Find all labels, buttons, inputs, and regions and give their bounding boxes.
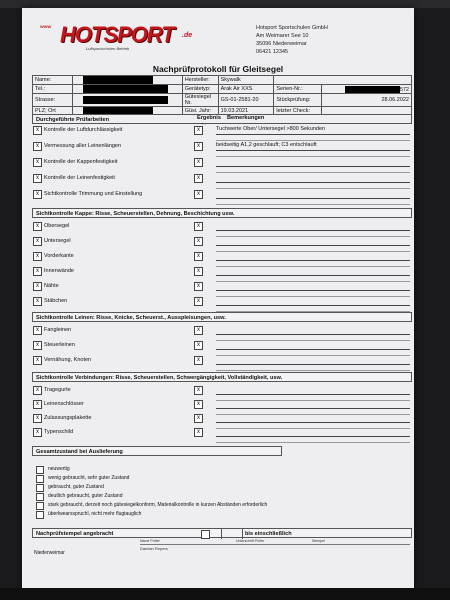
- strasse-label: Strasse:: [33, 94, 73, 107]
- zustand-checkbox[interactable]: [36, 484, 44, 492]
- row-checkbox[interactable]: x: [33, 356, 42, 365]
- zustand-option-label: gebraucht, guter Zustand: [48, 484, 104, 490]
- remark-line: [216, 260, 410, 261]
- row-label: Zulassungsplakette: [44, 415, 92, 421]
- tel-value: [72, 85, 182, 94]
- result-checkbox[interactable]: x: [194, 174, 203, 183]
- row-checkbox[interactable]: x: [33, 428, 42, 437]
- row-checkbox[interactable]: x: [33, 174, 42, 183]
- seriennr-text: 572: [399, 86, 409, 93]
- result-checkbox[interactable]: x: [194, 414, 203, 423]
- zustand-option-label: neuwertig: [48, 466, 70, 472]
- remark-line: [216, 156, 410, 157]
- remark-line: [216, 236, 410, 237]
- seriennr-label: Serien-Nr.:: [274, 85, 322, 94]
- remark-line: [216, 400, 410, 401]
- remark-line: [216, 134, 410, 135]
- company-line: Hotsport Sportschulen GmbH: [256, 25, 328, 31]
- row-checkbox[interactable]: x: [33, 222, 42, 231]
- result-checkbox[interactable]: x: [194, 297, 203, 306]
- row-label: Leinenschlösser: [44, 401, 84, 407]
- remark-line: [216, 442, 410, 443]
- unterschrift-label: Unterschrift Prüfer: [236, 539, 265, 543]
- redaction-bar: [83, 76, 153, 84]
- row-label: Innenwände: [44, 268, 74, 274]
- company-address: [256, 24, 328, 56]
- name-pruefer-label: Name Prüfer: [140, 539, 160, 543]
- zustand-option-label: wenig gebraucht, sehr guter Zustand: [48, 475, 130, 481]
- gesamtzustand-header: Gesamtzustand bei Auslieferung: [32, 446, 282, 456]
- document-page: [22, 8, 414, 588]
- row-checkbox[interactable]: x: [33, 126, 42, 135]
- remark-line: [216, 305, 410, 306]
- redaction-bar: [345, 86, 400, 93]
- remark-line: [216, 266, 410, 267]
- pruefarbeiten-title: Durchgeführte Prüfarbeiten: [36, 117, 110, 123]
- hersteller-value: Skywalk: [218, 76, 274, 85]
- stueckpruefung-value: 28.06.2022: [322, 94, 412, 107]
- remark-line: [216, 349, 410, 350]
- remark-line: [216, 150, 410, 151]
- stempel-label: Nachprüfstempel angebracht: [36, 531, 114, 537]
- name-label: Name:: [33, 76, 73, 85]
- result-checkbox[interactable]: x: [194, 428, 203, 437]
- signature-line: [140, 544, 410, 545]
- redaction-bar: [83, 85, 168, 93]
- result-checkbox[interactable]: x: [194, 400, 203, 409]
- result-checkbox[interactable]: x: [194, 252, 203, 261]
- zustand-option-label: deutlich gebraucht, guter Zustand: [48, 493, 123, 499]
- logo-small-text: WWW: [40, 24, 52, 29]
- verbindungen-section-header: Sichtkontrolle Verbindungen: Risse, Scheuerstellen, Schwergängigkeit, Vollständigkeit, usw.: [32, 372, 412, 382]
- strasse-value: [72, 94, 182, 107]
- row-label: Vermessung aller Leinenlängen: [44, 143, 122, 149]
- guesi-jahr-value: 19.03.2021: [218, 107, 274, 116]
- zustand-checkbox[interactable]: [36, 511, 44, 519]
- stempel-row: [32, 528, 412, 538]
- bis-label: bis einschließlich: [245, 531, 292, 537]
- row-remark: Tuchwerte Ober/ Untersegel >800 Sekunden: [216, 126, 326, 132]
- geraetetyp-value: Arak Air XXS: [218, 85, 274, 94]
- remark-line: [216, 182, 410, 183]
- remark-line: [216, 340, 410, 341]
- hotsport-logo: [40, 22, 220, 51]
- name-value: [72, 76, 182, 85]
- result-checkbox[interactable]: x: [194, 356, 203, 365]
- geraetetyp-label: Gerätetyp:: [182, 85, 218, 94]
- plusminus-label: + -: [201, 121, 206, 126]
- row-label: Stäbchen: [44, 298, 68, 304]
- row-checkbox[interactable]: x: [33, 341, 42, 350]
- row-checkbox[interactable]: x: [33, 400, 42, 409]
- leinen-section-header: Sichtkontrolle Leinen: Risse, Knicke, Scheuerst., Ausspleisungen, usw.: [32, 312, 412, 322]
- guesi-jahr-label: Güsi. Jahr:: [182, 107, 218, 116]
- row-checkbox[interactable]: x: [33, 142, 42, 151]
- zustand-checkbox[interactable]: [36, 466, 44, 474]
- hersteller-label: Hersteller:: [182, 76, 218, 85]
- result-checkbox[interactable]: x: [194, 222, 203, 231]
- guetesiegel-label: Gütesiegel Nr.: [182, 94, 218, 107]
- remark-line: [216, 251, 410, 252]
- info-row: [33, 94, 412, 107]
- result-checkbox[interactable]: x: [194, 386, 203, 395]
- row-label: Tragegurte: [44, 387, 71, 393]
- info-table: [32, 75, 412, 116]
- result-checkbox[interactable]: x: [194, 190, 203, 199]
- result-checkbox[interactable]: x: [194, 126, 203, 135]
- row-label: Nähte: [44, 283, 59, 289]
- row-label: Obersegel: [44, 223, 70, 229]
- monitor-bezel-bottom: [0, 588, 450, 600]
- seriennr-value: [322, 85, 412, 94]
- row-label: Kontrolle der Luftdurchlässigkeit: [44, 127, 123, 133]
- logo-tagline: Luftsportschulen Betrieb: [86, 46, 130, 51]
- row-remark: beidseitig A1,2 geschlauft; C3 entschlauft: [216, 142, 317, 148]
- zustand-option-label: stark gebraucht, derzeit noch gütesiegelkonform, Materialkontrolle in kurzen Abständen erforderlich: [48, 502, 268, 508]
- remark-line: [216, 166, 410, 167]
- result-checkbox[interactable]: x: [194, 267, 203, 276]
- result-checkbox[interactable]: x: [194, 237, 203, 246]
- row-checkbox[interactable]: x: [33, 267, 42, 276]
- row-label: Steuerleinen: [44, 342, 75, 348]
- company-line: Am Weimarer See 10: [256, 33, 309, 39]
- row-label: Kontrolle der Leinenfestigkeit: [44, 175, 115, 181]
- name-pruefer-value: Damian Repers: [140, 546, 168, 551]
- tel-label: Tel.:: [33, 85, 73, 94]
- empty-cell: [274, 76, 412, 85]
- row-checkbox[interactable]: x: [33, 190, 42, 199]
- zustand-checkbox[interactable]: [36, 475, 44, 483]
- remark-line: [216, 334, 410, 335]
- remark-line: [216, 296, 410, 297]
- stueckpruefung-label: Stückprüfung:: [274, 94, 322, 107]
- ort-value: Niederweimar: [34, 550, 65, 556]
- guetesiegel-value: GS-01-2581-20: [218, 94, 274, 107]
- remark-line: [216, 414, 410, 415]
- ergebnis-col-label: Ergebnis: [197, 115, 221, 121]
- remark-line: [216, 436, 410, 437]
- row-checkbox[interactable]: x: [33, 237, 42, 246]
- remark-line: [216, 290, 410, 291]
- remark-line: [216, 140, 410, 141]
- row-label: Kontrolle der Kappenfestigkeit: [44, 159, 118, 165]
- row-label: Untersegel: [44, 238, 71, 244]
- stempel-cell: [221, 529, 243, 539]
- remark-line: [216, 281, 410, 282]
- remark-line: [216, 422, 410, 423]
- logo-suffix: .de: [182, 32, 193, 39]
- remark-line: [216, 364, 410, 365]
- row-label: Sichtkontrolle Trimmung und Einstellung: [44, 191, 143, 197]
- result-checkbox[interactable]: x: [194, 142, 203, 151]
- row-checkbox[interactable]: x: [33, 282, 42, 291]
- row-label: Vorderkante: [44, 253, 74, 259]
- monitor-bezel-top: [0, 0, 450, 8]
- zustand-checkbox[interactable]: [36, 502, 44, 510]
- result-checkbox[interactable]: x: [194, 326, 203, 335]
- company-line: 35096 Niederweimar: [256, 41, 307, 47]
- remark-line: [216, 245, 410, 246]
- result-checkbox[interactable]: x: [194, 158, 203, 167]
- row-checkbox[interactable]: x: [33, 297, 42, 306]
- kappe-section-header: Sichtkontrolle Kappe: Risse, Scheuerstellen, Dehnung, Beschichtung usw.: [32, 208, 412, 218]
- row-checkbox[interactable]: x: [33, 326, 42, 335]
- row-checkbox[interactable]: x: [33, 386, 42, 395]
- remark-line: [216, 355, 410, 356]
- remark-line: [216, 408, 410, 409]
- company-line: 06421 12345: [256, 49, 289, 55]
- row-label: Vernähung, Knoten: [44, 357, 92, 363]
- redaction-bar: [83, 96, 168, 104]
- info-row: [33, 76, 412, 85]
- row-checkbox[interactable]: x: [33, 252, 42, 261]
- pruefarbeiten-header: [32, 114, 412, 124]
- remark-line: [216, 204, 410, 205]
- remark-line: [216, 275, 410, 276]
- remark-line: [216, 370, 410, 371]
- stempel-small-label: Stempel: [312, 539, 325, 543]
- row-checkbox[interactable]: x: [33, 158, 42, 167]
- bemerkungen-col-label: Bemerkungen: [227, 115, 265, 121]
- letzter-check-label: letzter Check:: [274, 107, 322, 116]
- zustand-checkbox[interactable]: [36, 493, 44, 501]
- result-checkbox[interactable]: x: [194, 282, 203, 291]
- row-label: Typenschild: [44, 429, 74, 435]
- document-title: Nachprüfprotokoll für Gleitsegel: [152, 64, 284, 74]
- remark-line: [216, 394, 410, 395]
- row-label: Fangleinen: [44, 327, 72, 333]
- row-checkbox[interactable]: x: [33, 414, 42, 423]
- remark-line: [216, 172, 410, 173]
- plz-label: PLZ; Ort: [33, 107, 73, 116]
- remark-line: [216, 198, 410, 199]
- info-row: [33, 85, 412, 94]
- remark-line: [216, 428, 410, 429]
- stempel-checkbox[interactable]: [201, 530, 210, 539]
- logo-main-text: HOTSPORT: [60, 22, 174, 47]
- remark-line: [216, 230, 410, 231]
- zustand-option-label: überlwearsspruchl, nicht mehr flugtauglich: [48, 511, 142, 517]
- remark-line: [216, 188, 410, 189]
- result-checkbox[interactable]: x: [194, 341, 203, 350]
